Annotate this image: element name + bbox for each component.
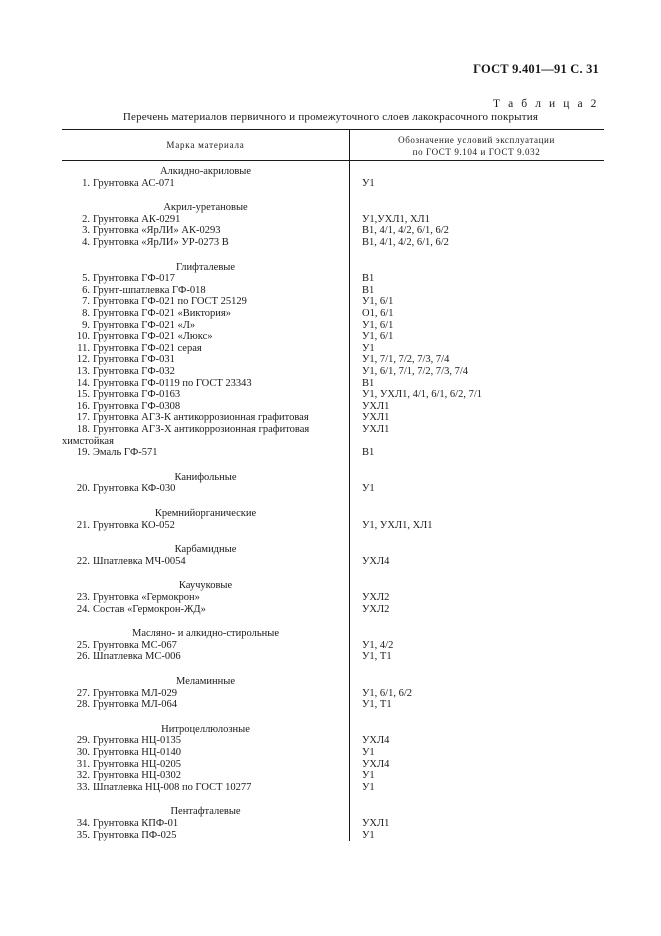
row-number: 16. (76, 400, 90, 412)
row-number: 1. (82, 177, 90, 189)
material-name: Грунт-шпатлевка ГФ-018 (93, 284, 206, 296)
conditions-cell: УХЛ2 (362, 603, 390, 615)
conditions-cell: В1 (362, 284, 375, 296)
material-name: Грунтовка ГФ-0119 по ГОСТ 23343 (93, 377, 252, 389)
row-number: 7. (82, 296, 90, 308)
conditions-cell: В1 (362, 447, 375, 459)
material-name: Грунтовка НЦ-0302 (93, 770, 181, 782)
material-name: Грунтовка КО-052 (93, 519, 175, 531)
material-name: Шпатлевка МС-006 (93, 651, 181, 663)
row-number: 21. (76, 519, 90, 531)
conditions-cell: У1 (362, 829, 375, 841)
conditions-cell: У1,УХЛ1, ХЛ1 (362, 213, 430, 225)
section-title: Акрил-уретановые (163, 202, 248, 214)
conditions-cell: УХЛ1 (362, 400, 390, 412)
section-title: Пентафталевые (170, 806, 241, 818)
material-name: Грунтовка «ЯрЛИ» АК-0293 (93, 225, 221, 237)
section-title: Кремнийорганические (154, 508, 257, 519)
row-number: 10. (76, 331, 90, 343)
section-title: Алкидно-акриловые (159, 166, 252, 177)
material-name: Грунтовка ГФ-021 серая (93, 342, 202, 354)
material-name: Грунтовка «Гермокрон» (93, 592, 200, 603)
material-name: Грунтовка КФ-030 (93, 483, 176, 495)
row-number: 25. (76, 639, 90, 651)
row-number: 17. (76, 412, 90, 424)
conditions-cell: У1 (362, 483, 375, 495)
conditions-cell: У1, Т1 (362, 699, 392, 711)
material-name: Грунтовка ГФ-021 «Люкс» (93, 331, 213, 343)
row-number: 19. (76, 447, 90, 459)
conditions-cell: У1 (362, 342, 375, 354)
column-header-conditions-line1: Обозначение условий эксплуатации (398, 135, 555, 145)
conditions-cell: В1 (362, 273, 375, 285)
row-number: 6. (82, 284, 90, 296)
row-number: 15. (76, 389, 90, 401)
row-number: 13. (76, 366, 90, 377)
row-number: 29. (76, 735, 90, 747)
conditions-cell: У1, 6/1, 6/2 (362, 687, 413, 699)
row-number: 33. (76, 781, 90, 793)
material-name: Грунтовка ГФ-021 «Л» (93, 319, 196, 331)
material-name: Грунтовка ПФ-025 (93, 829, 177, 841)
material-name: Грунтовка НЦ-0140 (93, 747, 181, 758)
row-number: 20. (76, 483, 90, 495)
material-name: Грунтовка АС-071 (93, 177, 175, 189)
conditions-cell: УХЛ4 (362, 735, 390, 747)
material-name: Грунтовка ГФ-021 «Виктория» (93, 308, 231, 319)
material-name: Грунтовка ГФ-0163 (93, 389, 181, 401)
row-number: 34. (76, 818, 90, 829)
section-title: Меламинные (176, 676, 235, 687)
row-number: 3. (82, 225, 90, 237)
conditions-cell: УХЛ4 (362, 555, 390, 567)
row-number: 23. (76, 592, 90, 603)
row-number: 11. (77, 342, 90, 354)
material-name: Шпатлевка НЦ-008 по ГОСТ 10277 (93, 781, 252, 793)
conditions-cell: У1 (362, 747, 375, 758)
conditions-cell: В1 (362, 377, 375, 389)
conditions-cell: У1, УХЛ1, ХЛ1 (362, 519, 433, 531)
conditions-cell: УХЛ1 (362, 424, 390, 435)
row-number: 4. (82, 237, 90, 248)
conditions-cell: УХЛ1 (362, 818, 390, 829)
material-name: Грунтовка МЛ-064 (93, 699, 177, 711)
row-number: 24. (76, 603, 90, 615)
conditions-cell: В1, 4/1, 4/2, 6/1, 6/2 (362, 237, 449, 248)
page-header: ГОСТ 9.401—91 С. 31 (473, 62, 599, 76)
row-number: 12. (76, 354, 90, 366)
row-number: 35. (76, 829, 90, 841)
section-title: Канифольные (174, 471, 237, 483)
row-number: 32. (76, 770, 90, 782)
material-name: Грунтовка НЦ-0135 (93, 735, 181, 747)
material-name: Эмаль ГФ-571 (93, 447, 158, 459)
conditions-cell: У1 (362, 177, 375, 189)
conditions-cell: УХЛ1 (362, 412, 390, 424)
conditions-cell: У1 (362, 781, 375, 793)
row-number: 18. (76, 424, 90, 435)
row-number: 31. (76, 758, 90, 770)
row-number: 26. (76, 651, 90, 663)
conditions-cell: У1 (362, 770, 375, 782)
section-title: Нитроцеллюлозные (161, 723, 250, 735)
row-number: 30. (76, 747, 90, 758)
conditions-cell: В1, 4/1, 4/2, 6/1, 6/2 (362, 225, 449, 237)
material-name: Состав «Гермокрон-ЖД» (93, 603, 206, 615)
conditions-cell: У1, 4/2 (362, 639, 394, 651)
section-title: Масляно- и алкидно-стирольные (132, 628, 279, 640)
material-name: Грунтовка ГФ-021 по ГОСТ 25129 (93, 296, 247, 308)
material-name: Грунтовка ГФ-032 (93, 366, 175, 377)
row-number: 2. (82, 213, 90, 225)
conditions-cell: У1, УХЛ1, 4/1, 6/1, 6/2, 7/1 (362, 389, 482, 401)
row-number: 8. (82, 308, 90, 319)
conditions-cell: О1, 6/1 (362, 308, 394, 319)
conditions-cell: У1, 6/1 (362, 331, 394, 343)
conditions-cell: У1, 7/1, 7/2, 7/3, 7/4 (362, 354, 450, 366)
material-name: Грунтовка АК-0291 (93, 213, 181, 225)
material-name: Грунтовка ГФ-0308 (93, 400, 181, 412)
material-name: Шпатлевка МЧ-0054 (93, 555, 186, 567)
column-header-conditions-line2: по ГОСТ 9.104 и ГОСТ 9.032 (412, 147, 541, 157)
row-number: 14. (76, 377, 90, 389)
material-name: Грунтовка ГФ-031 (93, 354, 175, 366)
material-name: Грунтовка КПФ-01 (93, 818, 179, 829)
material-name: Грунтовка АГЗ-Х антикоррозионная графитовая (93, 424, 310, 435)
conditions-cell: У1, Т1 (362, 651, 392, 663)
conditions-cell: У1, 6/1 (362, 296, 394, 308)
material-name-continuation: химстойкая (62, 435, 114, 447)
table-title: Перечень материалов первичного и промежуточного слоев лакокрасочного покрытия (122, 111, 539, 123)
material-name: Грунтовка ГФ-017 (93, 273, 175, 285)
material-name: Грунтовка АГЗ-К антикоррозионная графитовая (93, 412, 309, 424)
table-number: Т а б л и ц а 2 (492, 98, 599, 110)
row-number: 28. (76, 699, 90, 711)
row-number: 9. (82, 319, 90, 331)
material-name: Грунтовка МЛ-029 (93, 687, 177, 699)
section-title: Каучуковые (178, 580, 233, 592)
conditions-cell: УХЛ2 (362, 592, 390, 603)
row-number: 22. (76, 555, 90, 567)
row-number: 5. (82, 273, 90, 285)
conditions-cell: У1, 6/1 (362, 319, 394, 331)
row-number: 27. (76, 687, 90, 699)
section-title: Глифталевые (176, 261, 235, 273)
section-title: Карбамидные (174, 544, 237, 556)
material-name: Грунтовка МС-067 (93, 639, 177, 651)
conditions-cell: УХЛ4 (362, 758, 390, 770)
column-header-material: Марка материала (166, 140, 245, 150)
material-name: Грунтовка «ЯрЛИ» УР-0273 В (93, 237, 229, 248)
material-name: Грунтовка НЦ-0205 (93, 758, 181, 770)
conditions-cell: У1, 6/1, 7/1, 7/2, 7/3, 7/4 (362, 366, 469, 377)
